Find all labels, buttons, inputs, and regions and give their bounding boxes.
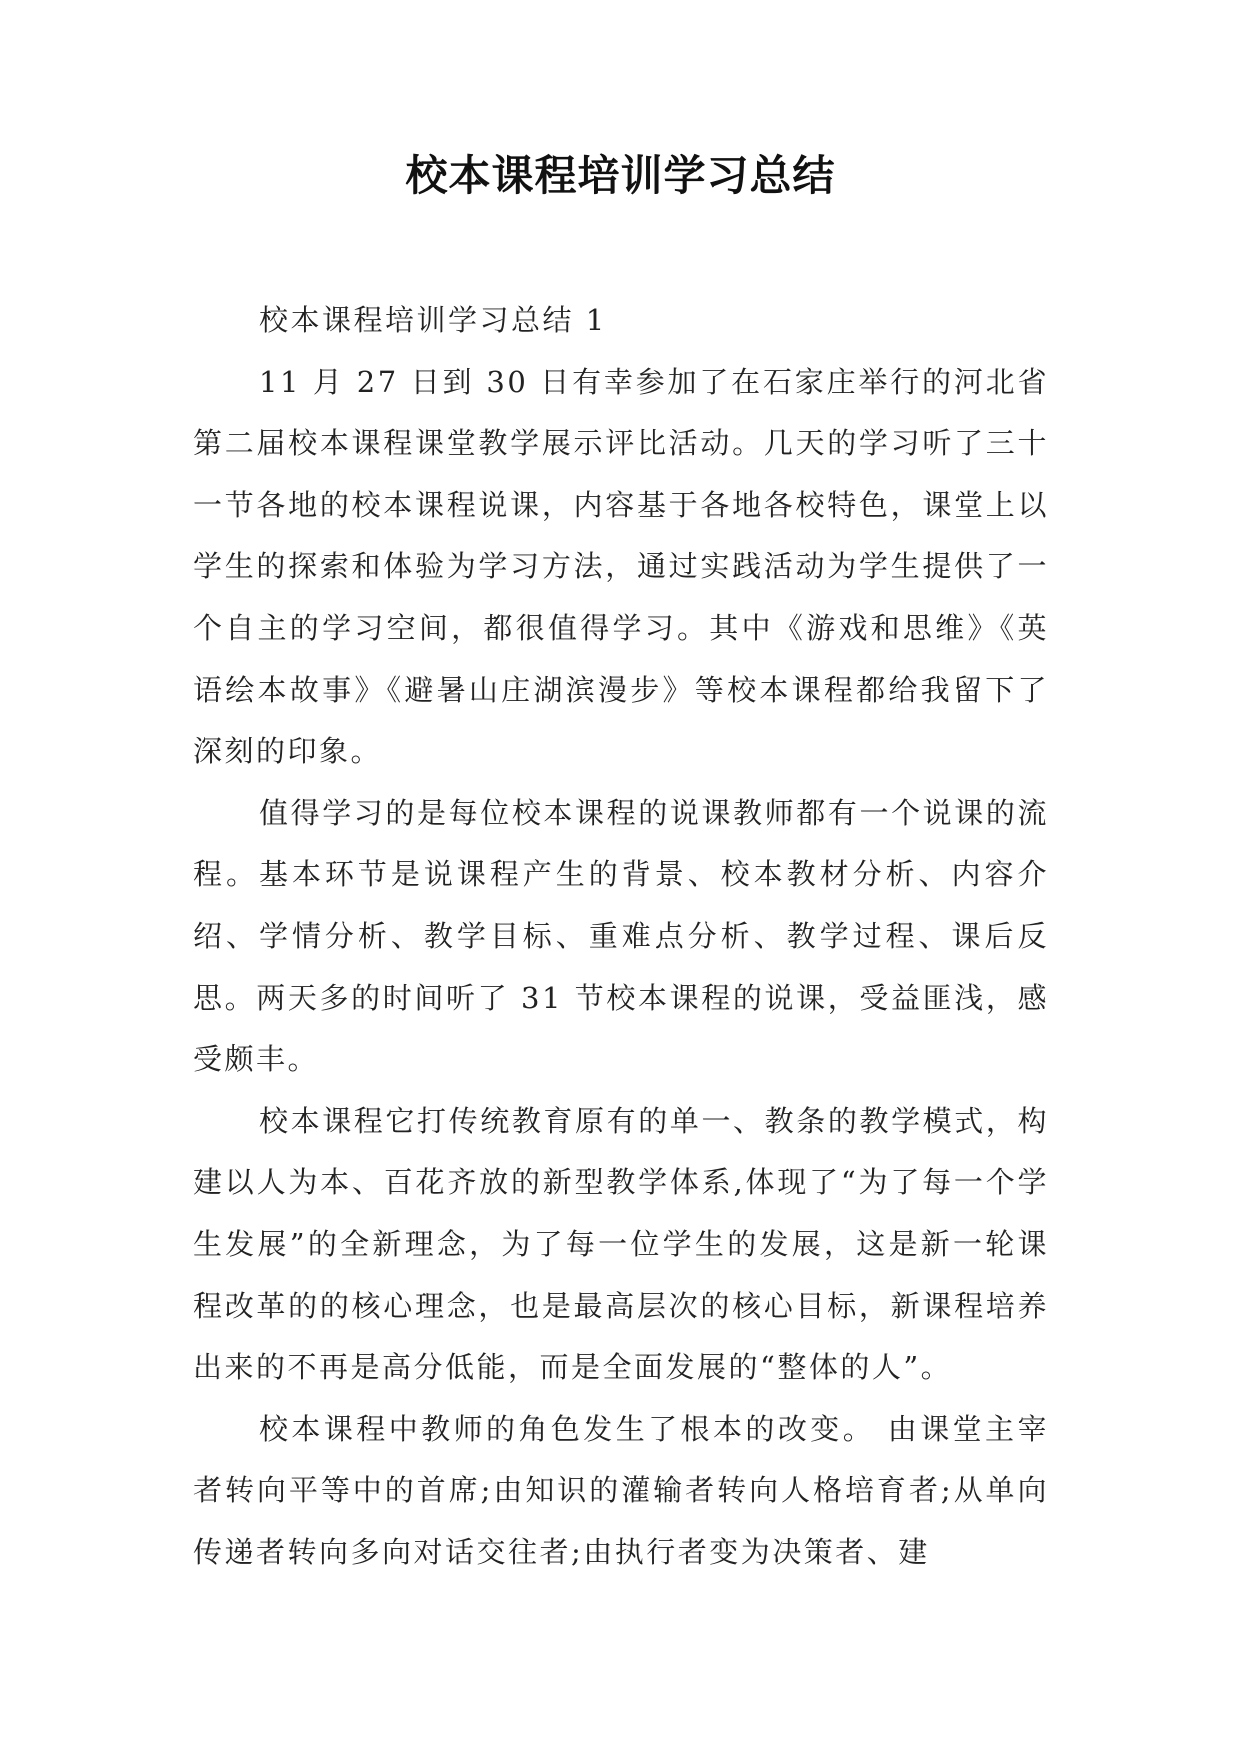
document-title: 校本课程培训学习总结 <box>405 151 836 200</box>
paragraph-3: 校本课程它打传统教育原有的单一、教条的教学模式，构建以人为本、百花齐放的新型教学体系,体现了“为了每一个学生发展”的全新理念，为了每一位学生的发展，这是新一轮课程改革的的核心理念，也是最高层次的核心目标，新课程培养出来的不再是高分低能，而是全面发展的“整体的人”。 <box>193 1103 1049 1385</box>
document-body <box>193 290 1049 1583</box>
paragraph-4: 校本课程中教师的角色发生了根本的改变。 由课堂主宰者转向平等中的首席;由知识的灌输者转向人格培育者;从单向传递者转向多向对话交往者;由执行者变为决策者、建 <box>193 1411 1049 1569</box>
section-heading: 校本课程培训学习总结 1 <box>259 303 607 337</box>
paragraph-1: 11 月 27 日到 30 日有幸参加了在石家庄举行的河北省第二届校本课程课堂教学展示评比活动。几天的学习听了三十一节各地的校本课程说课，内容基于各地各校特色，课堂上以学生的探索和体验为学习方法，通过实践活动为学生提供了一个自主的学习空间，都很值得学习。其中《游戏和思维》《英语绘本故事》《避暑山庄湖滨漫步》等校本课程都给我留下了深刻的印象。 <box>193 364 1049 769</box>
paragraph-2: 值得学习的是每位校本课程的说课教师都有一个说课的流程。基本环节是说课程产生的背景、校本教材分析、内容介绍、学情分析、教学目标、重难点分析、教学过程、课后反思。两天多的时间听了 31 节校本课程的说课，受益匪浅，感受颇丰。 <box>193 795 1049 1077</box>
